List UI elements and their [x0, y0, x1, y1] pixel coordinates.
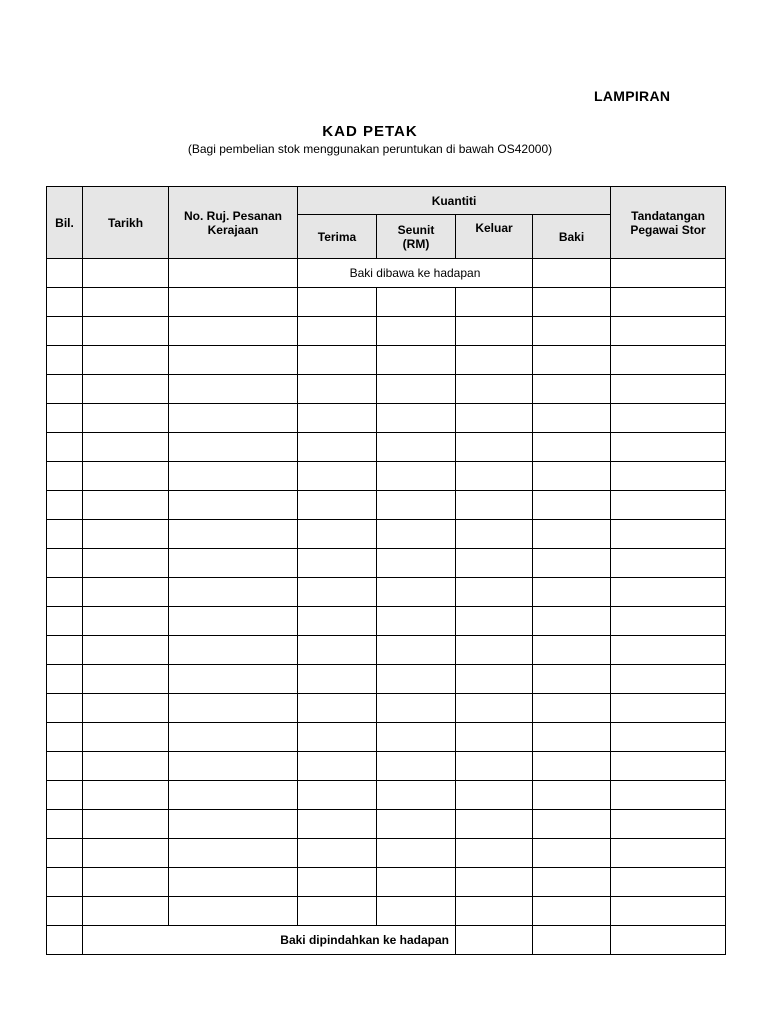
table-row	[47, 868, 726, 897]
cell[interactable]	[169, 694, 298, 723]
cell[interactable]	[456, 781, 533, 810]
cell[interactable]	[533, 868, 611, 897]
cell[interactable]	[298, 549, 377, 578]
cell[interactable]	[377, 520, 456, 549]
cell[interactable]	[377, 375, 456, 404]
cell[interactable]	[298, 433, 377, 462]
cell[interactable]	[611, 636, 726, 665]
cell[interactable]	[47, 578, 83, 607]
cell[interactable]	[298, 694, 377, 723]
cell[interactable]	[456, 694, 533, 723]
cell[interactable]	[611, 404, 726, 433]
cell[interactable]	[611, 375, 726, 404]
cell[interactable]	[169, 607, 298, 636]
cell[interactable]	[611, 346, 726, 375]
cell[interactable]	[169, 462, 298, 491]
cell[interactable]	[83, 578, 169, 607]
cell[interactable]	[83, 288, 169, 317]
cell[interactable]	[533, 520, 611, 549]
table-row	[47, 520, 726, 549]
cell[interactable]	[169, 288, 298, 317]
cell[interactable]	[533, 375, 611, 404]
header-baki: Baki	[533, 215, 611, 259]
cell[interactable]	[169, 897, 298, 926]
cell[interactable]	[377, 549, 456, 578]
cell[interactable]	[611, 578, 726, 607]
table-row	[47, 549, 726, 578]
table-row	[47, 375, 726, 404]
cell[interactable]	[47, 810, 83, 839]
cell[interactable]	[533, 636, 611, 665]
cell[interactable]	[47, 259, 83, 288]
cell[interactable]	[533, 317, 611, 346]
cell[interactable]	[456, 897, 533, 926]
cell[interactable]	[533, 694, 611, 723]
cell[interactable]	[47, 868, 83, 897]
cell[interactable]	[83, 723, 169, 752]
cell[interactable]	[533, 549, 611, 578]
cell[interactable]	[298, 375, 377, 404]
cell[interactable]	[533, 462, 611, 491]
cell[interactable]	[47, 375, 83, 404]
cell[interactable]	[298, 752, 377, 781]
cell[interactable]	[377, 462, 456, 491]
cell[interactable]	[169, 375, 298, 404]
cell[interactable]	[83, 346, 169, 375]
cell[interactable]	[169, 317, 298, 346]
table-row	[47, 665, 726, 694]
page-subtitle: (Bagi pembelian stok menggunakan peruntukan di bawah OS42000)	[187, 142, 553, 156]
cell[interactable]	[83, 549, 169, 578]
cell[interactable]	[611, 317, 726, 346]
table-row	[47, 317, 726, 346]
cell[interactable]	[47, 781, 83, 810]
cell[interactable]	[47, 288, 83, 317]
cell[interactable]	[377, 897, 456, 926]
cell[interactable]	[456, 317, 533, 346]
header-kuantiti: Kuantiti	[298, 187, 611, 215]
cell[interactable]	[169, 752, 298, 781]
cell[interactable]	[298, 578, 377, 607]
cell[interactable]	[298, 288, 377, 317]
cell[interactable]	[611, 259, 726, 288]
cell[interactable]	[611, 665, 726, 694]
cell[interactable]	[47, 752, 83, 781]
cell[interactable]	[456, 636, 533, 665]
cell[interactable]	[47, 404, 83, 433]
cell[interactable]	[169, 491, 298, 520]
cell[interactable]	[169, 781, 298, 810]
cell[interactable]	[47, 520, 83, 549]
cell[interactable]	[83, 317, 169, 346]
table-row	[47, 839, 726, 868]
table-row	[47, 346, 726, 375]
cell[interactable]	[47, 694, 83, 723]
header-tandatangan: Tandatangan Pegawai Stor	[611, 187, 726, 259]
cell[interactable]	[83, 404, 169, 433]
cell[interactable]	[47, 549, 83, 578]
cell[interactable]	[377, 665, 456, 694]
cell[interactable]	[533, 752, 611, 781]
cell[interactable]	[298, 868, 377, 897]
cell[interactable]	[611, 549, 726, 578]
header-keluar: Keluar	[456, 215, 533, 259]
cell[interactable]	[533, 288, 611, 317]
cell[interactable]	[83, 259, 169, 288]
cell[interactable]	[47, 897, 83, 926]
cell[interactable]	[377, 607, 456, 636]
cell[interactable]	[83, 694, 169, 723]
cell[interactable]	[456, 665, 533, 694]
cell[interactable]	[533, 346, 611, 375]
cell[interactable]	[456, 549, 533, 578]
cell[interactable]	[611, 433, 726, 462]
cell[interactable]	[611, 723, 726, 752]
cell[interactable]	[83, 897, 169, 926]
cell[interactable]	[83, 752, 169, 781]
header-terima: Terima	[298, 215, 377, 259]
cell[interactable]	[533, 810, 611, 839]
cell[interactable]	[456, 607, 533, 636]
cell[interactable]	[611, 810, 726, 839]
baki-dipindahkan-label: Baki dipindahkan ke hadapan	[83, 926, 456, 955]
cell[interactable]	[611, 491, 726, 520]
lampiran-label: LAMPIRAN	[594, 88, 671, 104]
cell[interactable]	[533, 578, 611, 607]
cell[interactable]	[169, 549, 298, 578]
cell[interactable]	[169, 578, 298, 607]
table-row	[47, 752, 726, 781]
cell[interactable]	[83, 462, 169, 491]
cell[interactable]	[169, 433, 298, 462]
header-seunit: Seunit (RM)	[377, 215, 456, 259]
cell[interactable]	[377, 288, 456, 317]
table-row	[47, 781, 726, 810]
table-row	[47, 810, 726, 839]
cell[interactable]	[169, 810, 298, 839]
cell[interactable]	[83, 781, 169, 810]
cell[interactable]	[456, 288, 533, 317]
cell[interactable]	[83, 520, 169, 549]
cell[interactable]	[533, 491, 611, 520]
cell[interactable]	[47, 665, 83, 694]
cell[interactable]	[47, 926, 83, 955]
cell[interactable]	[456, 404, 533, 433]
cell[interactable]	[169, 520, 298, 549]
table-row	[47, 433, 726, 462]
cell[interactable]	[456, 346, 533, 375]
cell[interactable]	[456, 810, 533, 839]
header-no-ruj-pesanan: No. Ruj. Pesanan Kerajaan	[169, 187, 298, 259]
cell[interactable]	[456, 578, 533, 607]
cell[interactable]	[533, 926, 611, 955]
cell[interactable]	[377, 346, 456, 375]
cell[interactable]	[83, 433, 169, 462]
cell[interactable]	[298, 723, 377, 752]
table-row	[47, 723, 726, 752]
cell[interactable]	[377, 839, 456, 868]
cell[interactable]	[169, 346, 298, 375]
cell[interactable]	[83, 375, 169, 404]
cell[interactable]	[298, 462, 377, 491]
cell[interactable]	[533, 781, 611, 810]
cell[interactable]	[169, 636, 298, 665]
cell[interactable]	[298, 520, 377, 549]
cell[interactable]	[611, 868, 726, 897]
cell[interactable]	[47, 462, 83, 491]
baki-dibawa-label: Baki dibawa ke hadapan	[298, 259, 533, 288]
cell[interactable]	[169, 404, 298, 433]
cell[interactable]	[169, 259, 298, 288]
cell[interactable]	[298, 317, 377, 346]
row-baki-dibawa	[47, 259, 726, 288]
cell[interactable]	[533, 404, 611, 433]
cell[interactable]	[611, 926, 726, 955]
header-bil: Bil.	[47, 187, 83, 259]
cell[interactable]	[298, 491, 377, 520]
cell[interactable]	[83, 491, 169, 520]
cell[interactable]	[533, 723, 611, 752]
cell[interactable]	[533, 839, 611, 868]
header-tarikh: Tarikh	[83, 187, 169, 259]
cell[interactable]	[611, 694, 726, 723]
table-row	[47, 897, 726, 926]
cell[interactable]	[169, 723, 298, 752]
table-row	[47, 491, 726, 520]
cell[interactable]	[377, 636, 456, 665]
cell[interactable]	[456, 868, 533, 897]
cell[interactable]	[456, 752, 533, 781]
cell[interactable]	[533, 897, 611, 926]
cell[interactable]	[533, 665, 611, 694]
cell[interactable]	[456, 462, 533, 491]
cell[interactable]	[611, 288, 726, 317]
cell[interactable]	[47, 346, 83, 375]
cell[interactable]	[47, 636, 83, 665]
cell[interactable]	[611, 781, 726, 810]
cell[interactable]	[611, 462, 726, 491]
cell[interactable]	[533, 259, 611, 288]
cell[interactable]	[456, 723, 533, 752]
cell[interactable]	[611, 607, 726, 636]
cell[interactable]	[298, 636, 377, 665]
cell[interactable]	[47, 433, 83, 462]
cell[interactable]	[533, 433, 611, 462]
table-row	[47, 462, 726, 491]
cell[interactable]	[83, 636, 169, 665]
row-baki-dipindahkan	[47, 926, 726, 955]
table-row	[47, 288, 726, 317]
cell[interactable]	[47, 317, 83, 346]
cell[interactable]	[47, 491, 83, 520]
cell[interactable]	[47, 607, 83, 636]
table-row	[47, 404, 726, 433]
kad-petak-table	[46, 186, 726, 955]
cell[interactable]	[377, 578, 456, 607]
cell[interactable]	[456, 491, 533, 520]
cell[interactable]	[377, 752, 456, 781]
cell[interactable]	[298, 897, 377, 926]
cell[interactable]	[456, 433, 533, 462]
cell[interactable]	[377, 868, 456, 897]
cell[interactable]	[169, 868, 298, 897]
table-row	[47, 694, 726, 723]
cell[interactable]	[83, 665, 169, 694]
cell[interactable]	[298, 781, 377, 810]
cell[interactable]	[83, 839, 169, 868]
cell[interactable]	[169, 839, 298, 868]
cell[interactable]	[298, 607, 377, 636]
table-row	[47, 607, 726, 636]
cell[interactable]	[456, 926, 533, 955]
cell[interactable]	[456, 839, 533, 868]
cell[interactable]	[377, 433, 456, 462]
cell[interactable]	[377, 694, 456, 723]
cell[interactable]	[298, 346, 377, 375]
page-title: KAD PETAK	[322, 123, 418, 140]
cell[interactable]	[298, 839, 377, 868]
cell[interactable]	[377, 723, 456, 752]
cell[interactable]	[377, 810, 456, 839]
table-row	[47, 578, 726, 607]
cell[interactable]	[377, 317, 456, 346]
cell[interactable]	[377, 404, 456, 433]
cell[interactable]	[377, 491, 456, 520]
cell[interactable]	[611, 897, 726, 926]
cell[interactable]	[83, 810, 169, 839]
cell[interactable]	[169, 665, 298, 694]
cell[interactable]	[456, 375, 533, 404]
cell[interactable]	[533, 607, 611, 636]
cell[interactable]	[47, 723, 83, 752]
cell[interactable]	[83, 868, 169, 897]
cell[interactable]	[298, 810, 377, 839]
cell[interactable]	[611, 752, 726, 781]
table-row	[47, 636, 726, 665]
cell[interactable]	[377, 781, 456, 810]
cell[interactable]	[298, 665, 377, 694]
cell[interactable]	[456, 520, 533, 549]
cell[interactable]	[611, 839, 726, 868]
cell[interactable]	[298, 404, 377, 433]
cell[interactable]	[47, 839, 83, 868]
cell[interactable]	[611, 520, 726, 549]
cell[interactable]	[83, 607, 169, 636]
